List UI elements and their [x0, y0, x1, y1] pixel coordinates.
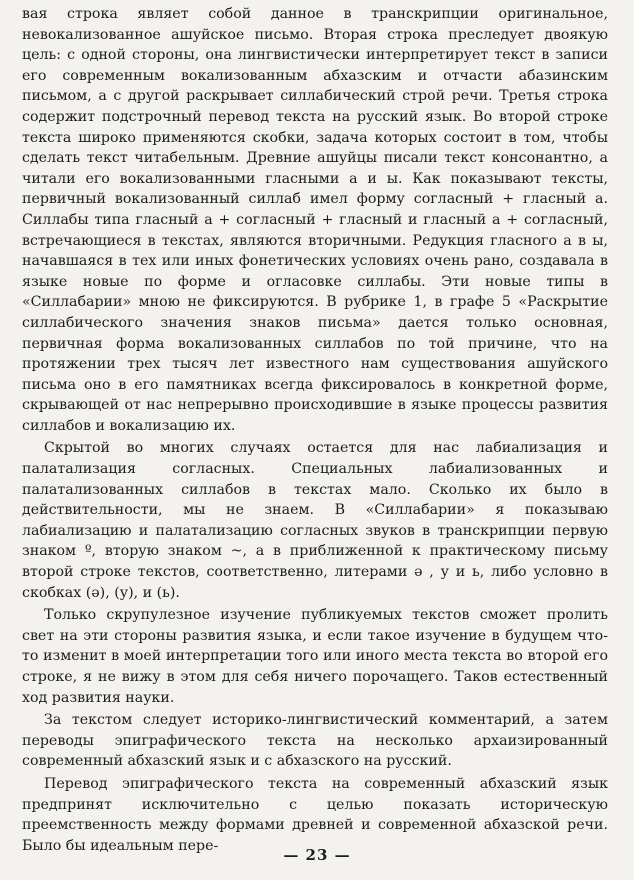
paragraph-3: Только скрупулезное изучение публикуемых текстов сможет пролить свет на эти стороны развития языка, и если такое изучение в будущем что-то изменит в моей интерпретации того или иного места текста во второй его строке, я не вижу в этом для себя ничего порочащего. Таков естественный ход развития науки.: [22, 607, 608, 706]
body-text: [22, 4, 608, 856]
page-number: — 23 —: [283, 846, 351, 864]
paragraph-5: Перевод эпиграфического текста на современный абхазский язык предпринят исключительно с целью показать историческую преемственность между формами древней и современной абхазской речи. Было бы идеальным пере-: [22, 775, 608, 854]
paragraph-2: Скрытой во многих случаях остается для нас лабиализация и палатализация согласных. Специальных лабиализованных и палатализованных силлабов в текстах мало. Сколько их было в действительности, мы не знаем. В «Силлабарии» я показываю лабиализацию и палатализацию согласных звуков в транскрипции первую знаком º, вторую знаком ~, а в приближенной к практическому письму второй строке текстов, соответственно, литерами ә , у и ь, либо условно в скобках (ә), (у), и (ь).: [22, 440, 608, 601]
paragraph-4: За текстом следует историко-лингвистический комментарий, а затем переводы эпиграфического текста на несколько архаизированный современный абхазский язык и с абхазского на русский.: [22, 712, 608, 770]
paragraph-1: вая строка являет собой данное в транскрипции оригинальное, невокализованное ашуйское письмо. Вторая строка преследует двоякую цель: с одной стороны, она лингвистически интерпретирует текст в записи его современным вокализованным абхазским и отчасти абазинским письмом, а с другой раскрывает силлабический строй речи. Третья строка содержит подстрочный перевод текста на русский язык. Во второй строке текста широко применяются скобки, задача которых состоит в том, чтобы сделать текст читабельным. Древние ашуйцы писали текст консонантно, а читали его вокализованными гласными а и ы. Как показывают тексты, первичный вокализованный силлаб имел форму согласный + гласный а. Силлабы типа гласный а + согласный + гласный и гласный а + согласный, встречающиеся в текстах, являются вторичными. Редукция гласного а в ы, начавшаяся в тех или иных фонетических условиях очень рано, создавала в языке новые по форме и огласовке силлабы. Эти новые типы в «Силлабарии» мною не фиксируются. В рубрике 1, в графе 5 «Раскрытие силлабического значения знаков письма» дается только основная, первичная форма вокализованных силлабов по той причине, что на протяжении трех тысяч лет известного нам существования ашуйского письма оно в его памятниках всегда фиксировалось в конкретной форме, скрывающей от нас непрерывно происходившие в языке процессы развития силлабов и вокализацию их.: [22, 6, 608, 434]
